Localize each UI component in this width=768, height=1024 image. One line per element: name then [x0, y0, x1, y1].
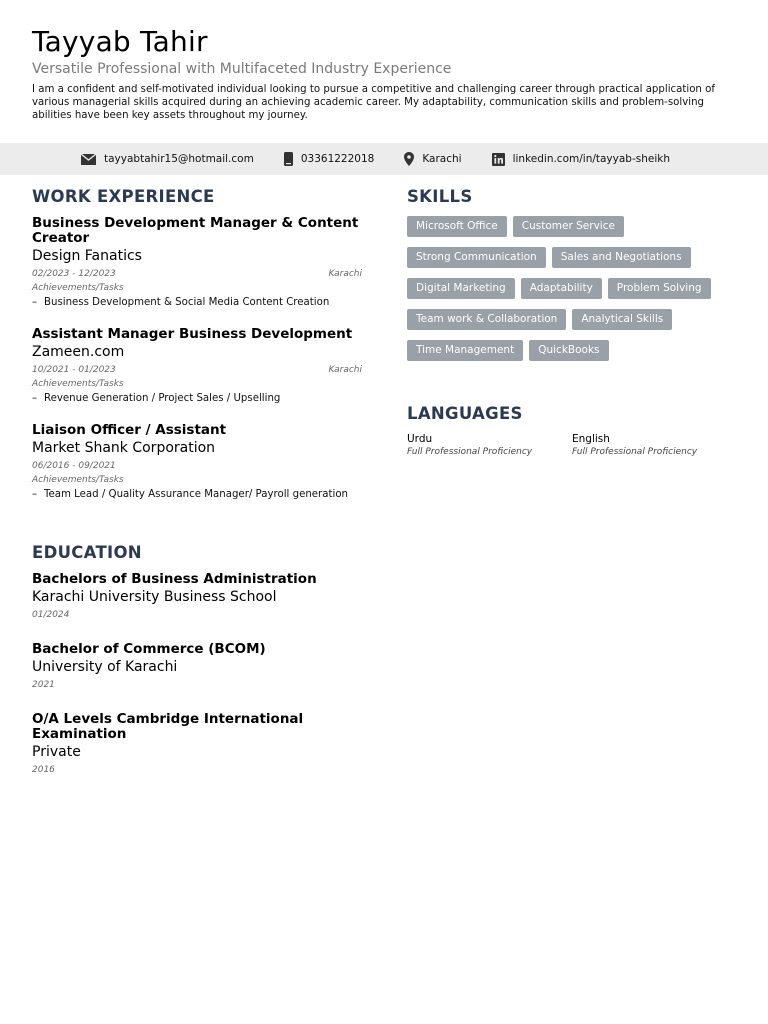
phone-icon — [284, 152, 293, 166]
job-entry — [32, 423, 362, 502]
skill-tag: Adaptability — [521, 278, 602, 299]
job-task: – Business Development & Social Media Content Creation — [32, 297, 330, 308]
education-entry — [32, 712, 362, 778]
left-column — [32, 186, 362, 778]
education-date: 2016 — [32, 765, 55, 775]
skill-tag: Problem Solving — [608, 278, 711, 299]
job-location: Karachi — [328, 365, 362, 375]
education-section — [32, 542, 362, 778]
work-experience-title: WORK EXPERIENCE — [32, 187, 215, 206]
education-date: 01/2024 — [32, 610, 70, 620]
contact-phone[interactable] — [284, 152, 375, 166]
job-entry — [32, 327, 362, 406]
job-location: Karachi — [328, 269, 362, 279]
education-degree: Bachelor of Commerce (BCOM) — [32, 641, 266, 657]
language-level: Full Professional Proficiency — [407, 447, 533, 457]
education-school: University of Karachi — [32, 659, 178, 675]
contact-linkedin-text: linkedin.com/in/tayyab-sheikh — [512, 153, 670, 165]
contact-location — [404, 152, 461, 166]
language-entry — [407, 432, 572, 459]
education-title: EDUCATION — [32, 543, 142, 562]
skill-tag: Sales and Negotiations — [552, 247, 691, 268]
job-achievements-label: Achievements/Tasks — [32, 379, 124, 389]
contact-phone-text: 03361222018 — [300, 153, 375, 165]
skills-title: SKILLS — [407, 187, 473, 206]
languages-list — [407, 432, 737, 459]
contact-email[interactable] — [81, 153, 254, 165]
skill-tag: Strong Communication — [407, 247, 546, 268]
education-entry — [32, 572, 362, 623]
education-entry — [32, 642, 362, 693]
contact-email-text: tayyabtahir15@hotmail.com — [104, 153, 254, 165]
job-entry — [32, 216, 362, 310]
skill-tag: QuickBooks — [529, 340, 608, 361]
job-dates: 10/2021 - 01/2023 — [32, 365, 116, 375]
contact-location-text: Karachi — [422, 153, 462, 165]
linkedin-icon — [492, 153, 505, 166]
job-meta — [32, 267, 362, 281]
job-dates: 02/2023 - 12/2023 — [32, 269, 116, 279]
job-title: Assistant Manager Business Development — [32, 326, 353, 342]
education-school: Private — [32, 744, 81, 760]
languages-title: LANGUAGES — [407, 404, 523, 423]
education-degree: Bachelors of Business Administration — [32, 571, 317, 587]
skill-tag: Time Management — [407, 340, 523, 361]
job-achievements-label: Achievements/Tasks — [32, 283, 124, 293]
skill-tag: Team work & Collaboration — [407, 309, 566, 330]
job-meta — [32, 459, 362, 473]
job-task-text: Revenue Generation / Project Sales / Upselling — [44, 393, 281, 404]
job-task-text: Team Lead / Quality Assurance Manager/ Payroll generation — [44, 489, 349, 500]
envelope-icon — [81, 154, 96, 165]
job-achievements-label: Achievements/Tasks — [32, 475, 124, 485]
language-entry — [572, 432, 737, 459]
education-school: Karachi University Business School — [32, 589, 277, 605]
resume-header — [0, 0, 768, 122]
person-name: Tayyab Tahir — [32, 25, 208, 58]
job-company: Zameen.com — [32, 344, 125, 360]
job-dates: 06/2016 - 09/2021 — [32, 461, 116, 471]
skill-tag: Customer Service — [513, 216, 624, 237]
job-title: Business Development Manager & Content Creator — [32, 215, 359, 246]
education-degree: O/A Levels Cambridge International Examination — [32, 711, 304, 742]
language-level: Full Professional Proficiency — [572, 447, 698, 457]
language-name: English — [572, 433, 610, 445]
profile-summary: I am a confident and self-motivated individual looking to pursue a competitive and challenging career through practical application of various managerial skills acquired during an achieving academic career. My adaptability, communication skills and problem-solving abilities have been key assets throughout my journey. — [32, 84, 715, 121]
job-title: Liaison Officer / Assistant — [32, 422, 227, 438]
right-column — [407, 186, 737, 459]
location-pin-icon — [404, 152, 414, 166]
job-company: Design Fanatics — [32, 248, 142, 264]
languages-section — [407, 403, 737, 459]
skill-tag: Analytical Skills — [572, 309, 672, 330]
contact-linkedin[interactable] — [492, 153, 670, 166]
skill-tag: Microsoft Office — [407, 216, 507, 237]
job-task: – Revenue Generation / Project Sales / Upselling — [32, 393, 281, 404]
job-task: – Team Lead / Quality Assurance Manager/ Payroll generation — [32, 489, 349, 500]
job-company: Market Shank Corporation — [32, 440, 216, 456]
job-meta — [32, 363, 362, 377]
job-task-text: Business Development & Social Media Content Creation — [44, 297, 330, 308]
education-date: 2021 — [32, 680, 55, 690]
language-name: Urdu — [407, 433, 433, 445]
contact-bar — [0, 143, 768, 175]
skill-tag: Digital Marketing — [407, 278, 515, 299]
skills-list — [407, 216, 737, 371]
person-subtitle: Versatile Professional with Multifaceted Industry Experience — [32, 61, 452, 77]
